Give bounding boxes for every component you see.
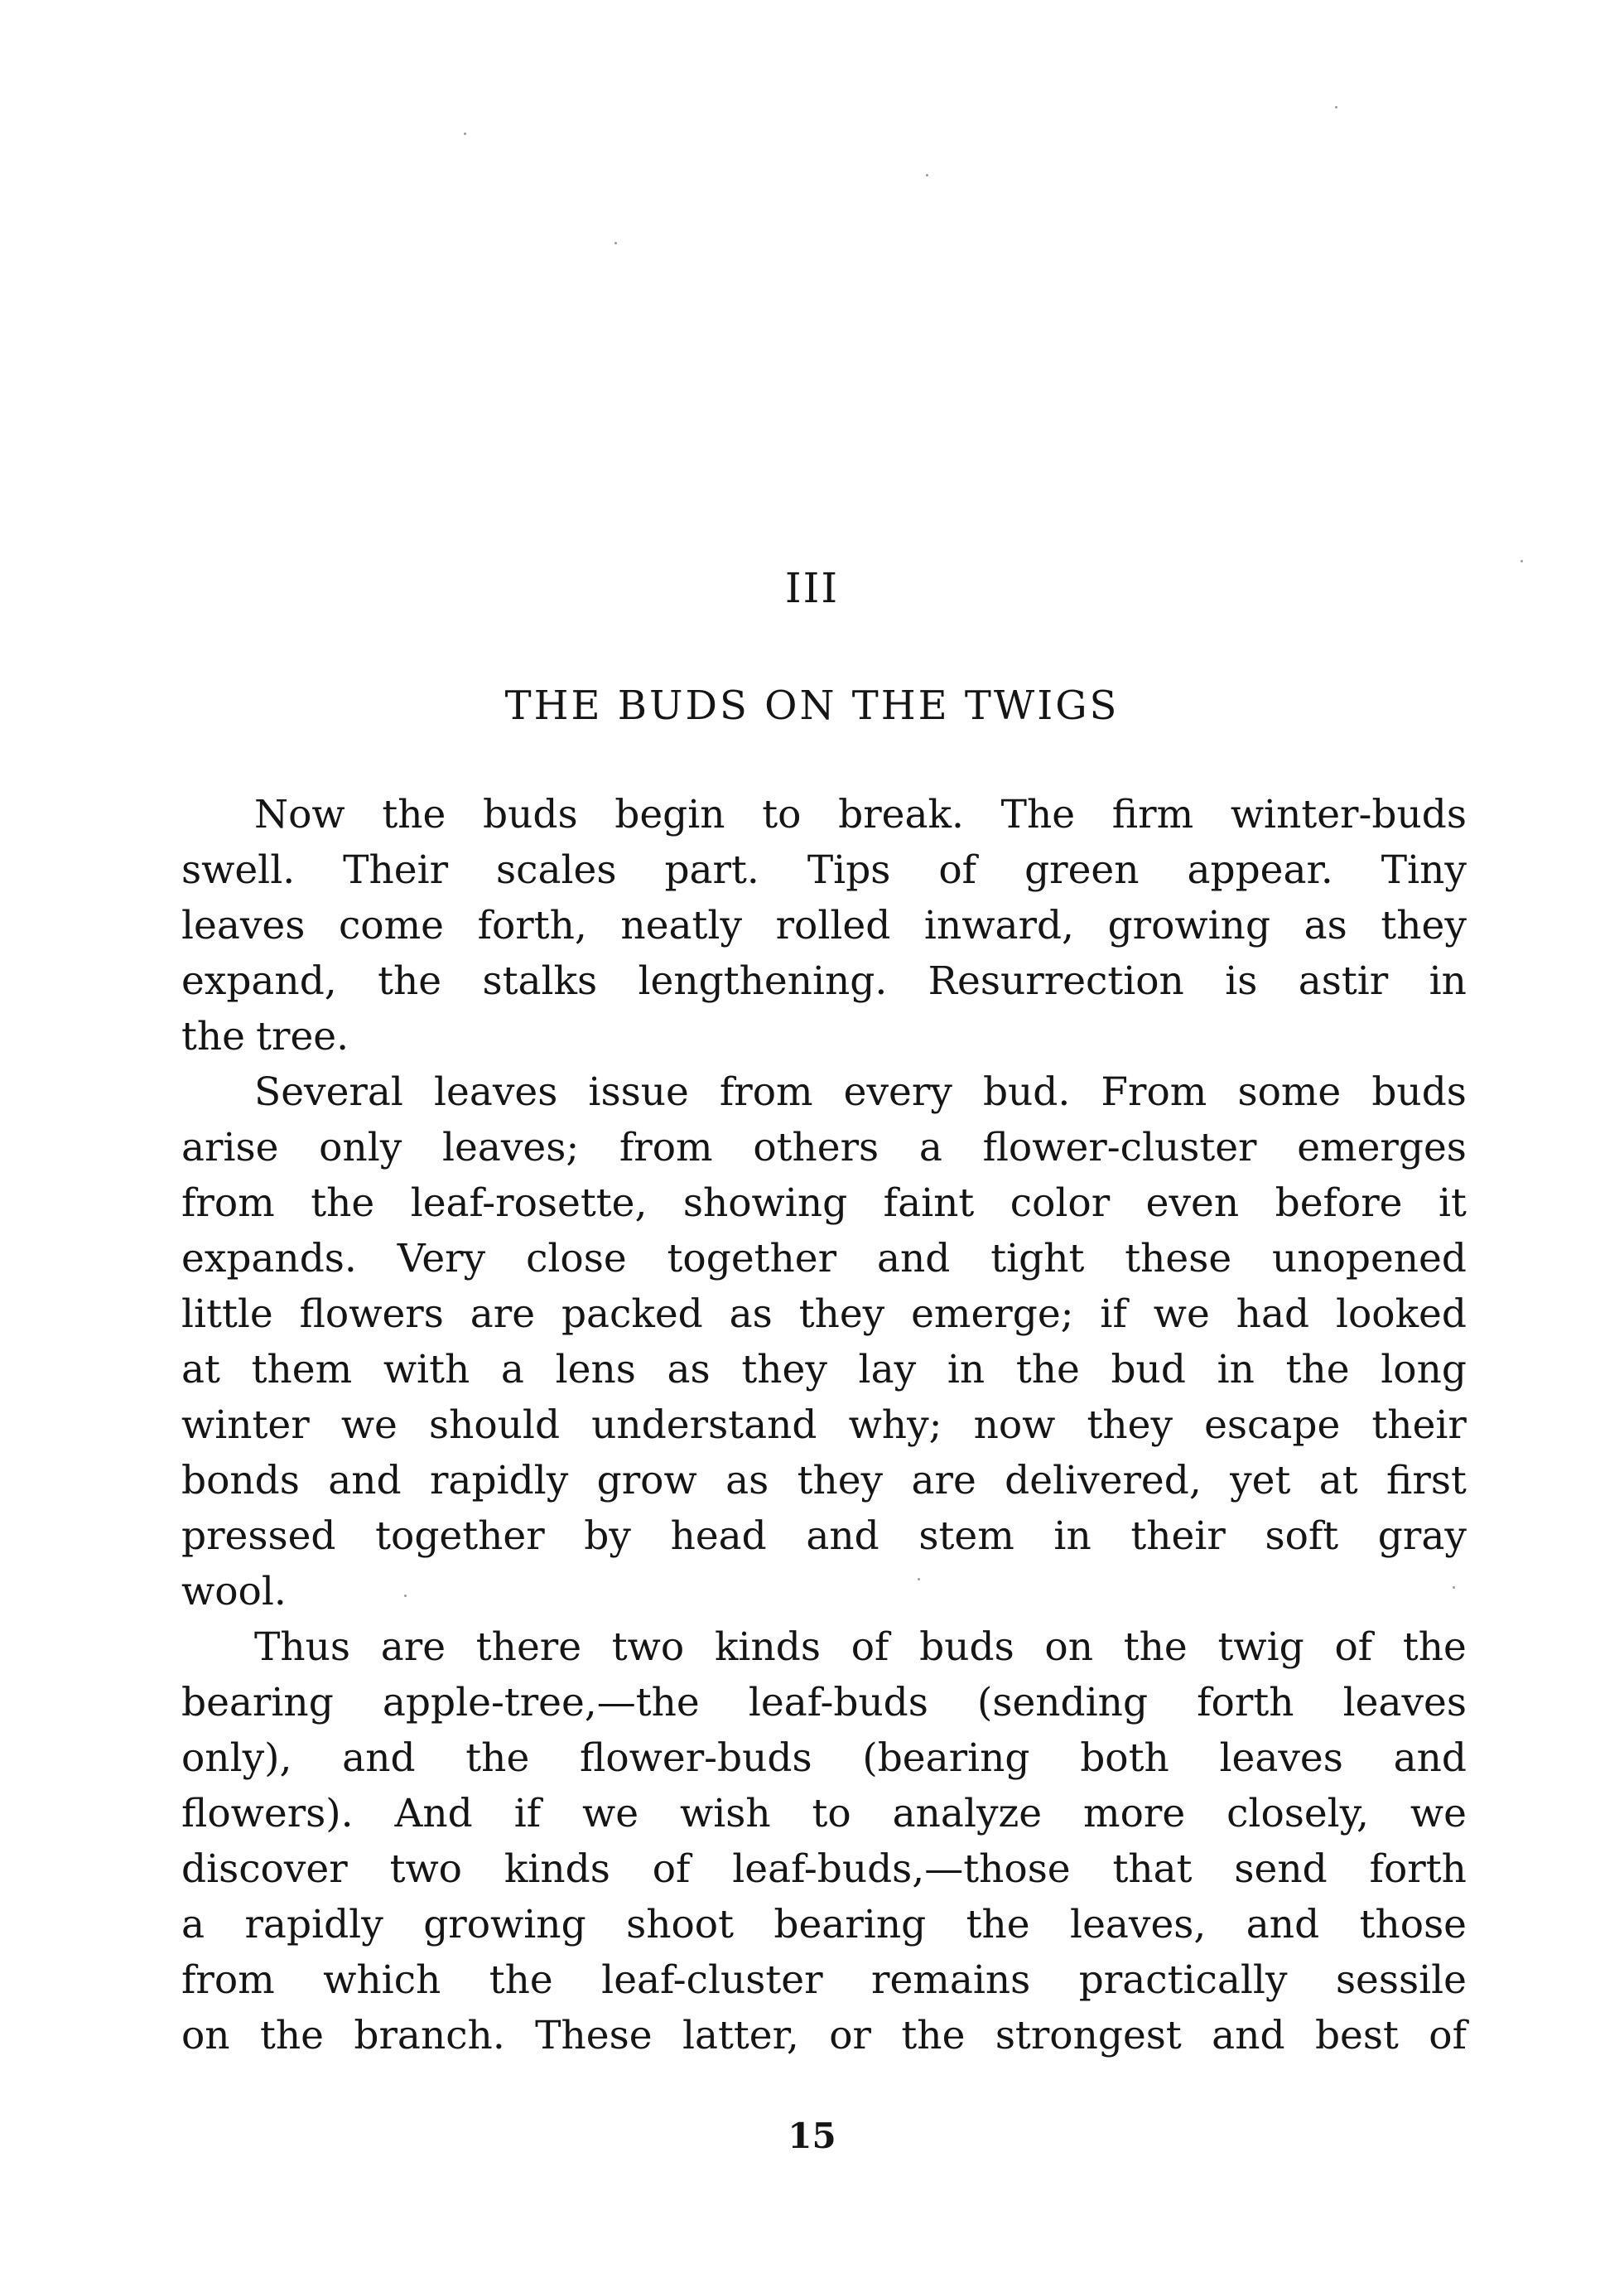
word: they — [797, 1458, 884, 1503]
word: are — [380, 1624, 446, 1670]
word: send — [1234, 1846, 1328, 1892]
scan-speck — [404, 1595, 407, 1597]
word: the — [901, 2013, 966, 2058]
word: the — [259, 2013, 324, 2058]
word: twig — [1217, 1624, 1304, 1670]
word: Now — [254, 792, 345, 837]
word: from — [719, 1069, 813, 1115]
word: leaf-buds — [748, 1680, 928, 1725]
word: the — [181, 1014, 245, 1059]
word: part. — [664, 847, 759, 893]
word: appear. — [1187, 847, 1333, 893]
text-line — [181, 1453, 1467, 1508]
word: now — [973, 1402, 1056, 1448]
word: and — [342, 1735, 416, 1781]
word: Tiny — [1381, 847, 1467, 893]
word: together — [375, 1513, 545, 1559]
word: are — [470, 1291, 536, 1337]
word: analyze — [892, 1791, 1043, 1836]
word: buds — [1371, 1069, 1467, 1115]
word: arise — [181, 1125, 279, 1170]
word: those — [1359, 1902, 1467, 1947]
text-line — [181, 1619, 1467, 1675]
word: the — [489, 1957, 553, 2003]
text-line — [181, 1675, 1467, 1730]
word: gray — [1377, 1513, 1467, 1559]
word: with — [383, 1347, 470, 1392]
word: at — [1318, 1458, 1358, 1503]
text-line — [181, 1730, 1467, 1786]
word: on — [181, 2013, 230, 2058]
word: why; — [848, 1402, 942, 1448]
word: should — [428, 1402, 561, 1448]
word: in — [1429, 958, 1467, 1004]
word: first — [1386, 1458, 1467, 1503]
word: emerges — [1297, 1125, 1467, 1170]
word: scales — [496, 847, 617, 893]
word: a — [500, 1347, 524, 1392]
word: remains — [870, 1957, 1031, 2003]
word: flowers). — [181, 1791, 354, 1836]
word: The — [1000, 792, 1076, 837]
word: on — [1044, 1624, 1093, 1670]
word: they — [1381, 903, 1467, 948]
word: leaves — [1219, 1735, 1343, 1781]
word: they — [741, 1347, 827, 1392]
word: growing — [423, 1902, 586, 1947]
word: and — [328, 1458, 402, 1503]
word: soft — [1265, 1513, 1339, 1559]
text-line — [181, 1897, 1467, 1952]
word: leaf-cluster — [601, 1957, 823, 2003]
word: the — [966, 1902, 1030, 1947]
word: of — [1334, 1624, 1373, 1670]
word: the — [311, 1180, 375, 1226]
text-line — [181, 1841, 1467, 1897]
word: the — [1402, 1624, 1467, 1670]
word: in — [947, 1347, 985, 1392]
word: leaves — [1342, 1680, 1467, 1725]
word: leaf-rosette, — [410, 1180, 648, 1226]
word: rapidly — [244, 1902, 383, 1947]
word: the — [378, 958, 442, 1004]
word: had — [1236, 1291, 1310, 1337]
word: faint — [883, 1180, 975, 1226]
scan-speck — [1520, 560, 1523, 562]
word: and — [1212, 2013, 1285, 2058]
word: as — [725, 1458, 769, 1503]
word: of — [1429, 2013, 1467, 2058]
text-line — [181, 1952, 1467, 2008]
word: two — [389, 1846, 462, 1892]
text-line — [181, 898, 1467, 953]
word: bearing — [773, 1902, 927, 1947]
word: delivered, — [1005, 1458, 1202, 1503]
word: Thus — [254, 1624, 351, 1670]
word: as — [667, 1347, 711, 1392]
word: grow — [596, 1458, 697, 1503]
text-line — [181, 2008, 1467, 2063]
word: or — [829, 2013, 872, 2058]
word: Their — [343, 847, 449, 893]
word: bud. — [982, 1069, 1071, 1115]
word: firm — [1111, 792, 1194, 837]
word: packed — [561, 1291, 703, 1337]
word: leaves — [181, 903, 306, 948]
word: are — [911, 1458, 976, 1503]
word: more — [1083, 1791, 1186, 1836]
word: stem — [918, 1513, 1014, 1559]
word: long — [1381, 1347, 1467, 1392]
word: if — [513, 1791, 542, 1836]
word: a — [181, 1902, 205, 1947]
word: the — [1285, 1347, 1350, 1392]
text-line — [181, 1786, 1467, 1841]
word: as — [729, 1291, 773, 1337]
word: closely, — [1226, 1791, 1369, 1836]
word: at — [181, 1347, 220, 1392]
word: as — [1304, 903, 1347, 948]
text-line — [181, 787, 1467, 842]
word: leaves — [433, 1069, 558, 1115]
word: looked — [1335, 1291, 1467, 1337]
word: the — [1123, 1624, 1188, 1670]
word: we — [1153, 1291, 1210, 1337]
word: (sending — [977, 1680, 1149, 1725]
word: we — [582, 1791, 639, 1836]
text-line — [181, 1342, 1467, 1397]
word: discover — [181, 1846, 348, 1892]
page-number: 15 — [788, 2116, 836, 2156]
word: if — [1100, 1291, 1127, 1337]
word: wool. — [181, 1569, 287, 1614]
word: Several — [254, 1069, 403, 1115]
word: which — [323, 1957, 441, 2003]
text-line — [181, 1397, 1467, 1453]
word: by — [584, 1513, 631, 1559]
word: flower-cluster — [982, 1125, 1257, 1170]
word: lay — [858, 1347, 917, 1392]
word: wish — [679, 1791, 771, 1836]
word: of — [652, 1846, 691, 1892]
word: the — [1015, 1347, 1080, 1392]
word: These — [535, 2013, 653, 2058]
word: leaf-buds,—those — [732, 1846, 1071, 1892]
word: forth — [1369, 1846, 1467, 1892]
text-line — [181, 1175, 1467, 1231]
word: and — [1246, 1902, 1320, 1947]
word: rapidly — [429, 1458, 569, 1503]
word: is — [1225, 958, 1258, 1004]
word: of — [938, 847, 977, 893]
word: come — [338, 903, 444, 948]
word: bonds — [181, 1458, 300, 1503]
word: flower-buds — [580, 1735, 812, 1781]
word: flowers — [299, 1291, 444, 1337]
word: and — [876, 1236, 951, 1281]
word: kinds — [714, 1624, 821, 1670]
word: (bearing — [862, 1735, 1030, 1781]
word: emerge; — [911, 1291, 1074, 1337]
word: branch. — [354, 2013, 505, 2058]
word: and — [1393, 1735, 1467, 1781]
word: sessile — [1335, 1957, 1467, 2003]
scan-speck — [1335, 106, 1337, 109]
text-line — [181, 1064, 1467, 1120]
word: tree. — [256, 1014, 349, 1059]
word: leaves; — [442, 1125, 580, 1170]
word: yet — [1230, 1458, 1291, 1503]
word: to — [762, 792, 802, 837]
word: pressed — [181, 1513, 336, 1559]
word: inward, — [923, 903, 1074, 948]
word: and — [806, 1513, 879, 1559]
word: two — [611, 1624, 685, 1670]
word: winter — [181, 1402, 310, 1448]
word: escape — [1204, 1402, 1341, 1448]
word: latter, — [682, 2013, 799, 2058]
word: buds — [483, 792, 578, 837]
word: we — [340, 1402, 398, 1448]
word: winter-buds — [1230, 792, 1467, 837]
word: showing — [682, 1180, 848, 1226]
word: their — [1130, 1513, 1226, 1559]
text-line — [181, 1508, 1467, 1564]
word: the — [382, 792, 446, 837]
word: even — [1145, 1180, 1240, 1226]
word: best — [1314, 2013, 1399, 2058]
word: forth — [1197, 1680, 1294, 1725]
word: green — [1024, 847, 1140, 893]
word: in — [1053, 1513, 1092, 1559]
word: issue — [588, 1069, 689, 1115]
text-line — [181, 953, 1467, 1009]
scan-speck — [1453, 1586, 1455, 1589]
word: color — [1010, 1180, 1111, 1226]
word: unopened — [1272, 1236, 1467, 1281]
word: others — [753, 1125, 879, 1170]
scan-speck — [918, 1578, 920, 1580]
word: these — [1125, 1236, 1232, 1281]
text-line — [181, 1231, 1467, 1286]
word: swell. — [181, 847, 296, 893]
word: the — [465, 1735, 530, 1781]
word: bud — [1111, 1347, 1186, 1392]
word: they — [1087, 1402, 1173, 1448]
word: from — [181, 1957, 275, 2003]
word: we — [1410, 1791, 1467, 1836]
word: lengthening. — [638, 958, 888, 1004]
word: some — [1237, 1069, 1342, 1115]
word: them — [251, 1347, 353, 1392]
word: growing — [1107, 903, 1271, 948]
scan-speck — [926, 174, 928, 176]
word: from — [181, 1180, 275, 1226]
word: From — [1101, 1069, 1207, 1115]
word: tight — [990, 1236, 1085, 1281]
word: understand — [591, 1402, 817, 1448]
word: before — [1275, 1180, 1403, 1226]
word: only — [319, 1125, 402, 1170]
word: close — [526, 1236, 627, 1281]
word: little — [181, 1291, 273, 1337]
word: Resurrection — [928, 958, 1184, 1004]
word: astir — [1298, 958, 1389, 1004]
word: a — [918, 1125, 942, 1170]
text-line — [181, 842, 1467, 898]
word: to — [812, 1791, 851, 1836]
word: buds — [919, 1624, 1014, 1670]
word: Tips — [807, 847, 891, 893]
word: expand, — [181, 958, 337, 1004]
scan-speck — [464, 133, 466, 135]
word: they — [798, 1291, 885, 1337]
word: that — [1112, 1846, 1193, 1892]
word: neatly — [620, 903, 742, 948]
scan-speck — [614, 242, 617, 244]
word: their — [1371, 1402, 1467, 1448]
text-line — [181, 1564, 1467, 1619]
word: both — [1080, 1735, 1169, 1781]
word: strongest — [995, 2013, 1182, 2058]
word: And — [394, 1791, 473, 1836]
word: head — [670, 1513, 767, 1559]
text-line — [181, 1009, 1467, 1064]
word: stalks — [482, 958, 598, 1004]
body-text — [181, 787, 1467, 2063]
word: only), — [181, 1735, 292, 1781]
chapter-number: III — [784, 564, 840, 612]
word: of — [851, 1624, 889, 1670]
text-line — [181, 1120, 1467, 1175]
text-line — [181, 1286, 1467, 1342]
word: it — [1438, 1180, 1467, 1226]
word: begin — [614, 792, 725, 837]
word: lens — [555, 1347, 636, 1392]
word: every — [843, 1069, 952, 1115]
word: break. — [838, 792, 964, 837]
word: expands. — [181, 1236, 357, 1281]
word: practically — [1078, 1957, 1288, 2003]
word: together — [667, 1236, 837, 1281]
word: Very — [397, 1236, 486, 1281]
word: rolled — [775, 903, 891, 948]
word: leaves, — [1070, 1902, 1207, 1947]
word: forth, — [477, 903, 587, 948]
word: from — [619, 1125, 713, 1170]
word: bearing — [181, 1680, 334, 1725]
chapter-title: THE BUDS ON THE TWIGS — [504, 683, 1120, 729]
word: in — [1217, 1347, 1255, 1392]
word: shoot — [626, 1902, 734, 1947]
word: kinds — [504, 1846, 610, 1892]
word: apple-tree,—the — [382, 1680, 700, 1725]
word: there — [475, 1624, 582, 1670]
